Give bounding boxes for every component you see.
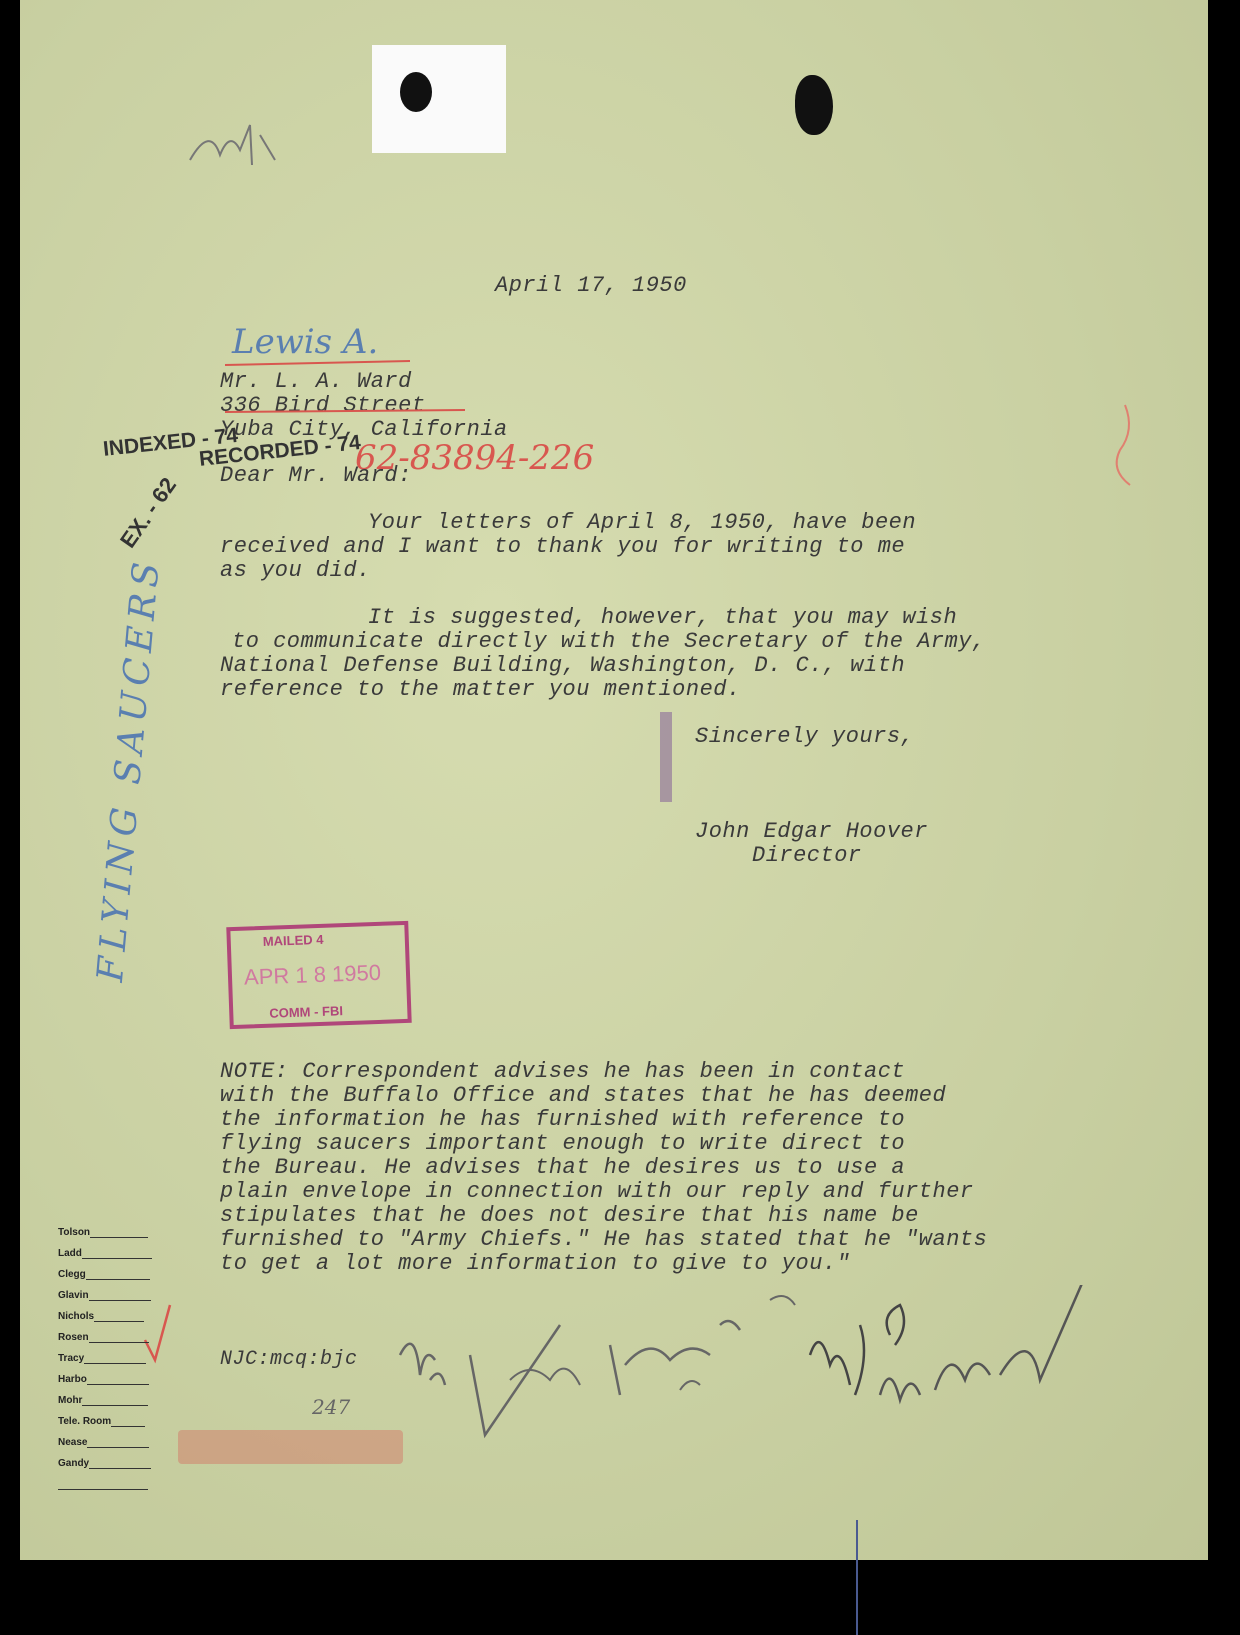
purple-mark	[660, 712, 672, 802]
routing-row: Tolson	[58, 1227, 148, 1238]
recorded-stamp: RECORDED - 74	[198, 431, 362, 471]
routing-row: Tele. Room	[58, 1416, 145, 1427]
routing-row: Gandy	[58, 1458, 151, 1469]
red-margin-mark	[1105, 400, 1145, 490]
note-line-2: with the Buffalo Office and states that he has deemed	[220, 1083, 947, 1108]
note-line-8: furnished to "Army Chiefs." He has stated that he "wants	[220, 1227, 988, 1252]
routing-row: Ladd	[58, 1248, 152, 1259]
edge-line	[856, 1520, 858, 1635]
closing: Sincerely yours,	[695, 724, 915, 749]
page-number: 247	[312, 1395, 351, 1419]
margin-note: FLYING SAUCERS	[90, 554, 169, 984]
routing-row: Nichols	[58, 1311, 144, 1322]
routing-row: Harbo	[58, 1374, 149, 1385]
punch-hole-right	[795, 75, 833, 135]
routing-row: Mohr	[58, 1395, 148, 1406]
handwritten-name: Lewis A.	[232, 322, 379, 362]
scribble-mark	[180, 115, 300, 175]
white-tab	[372, 45, 506, 153]
indexed-stamp: INDEXED - 74	[102, 423, 240, 461]
signer-title: Director	[752, 843, 862, 868]
note-line-1: NOTE: Correspondent advises he has been in contact	[220, 1059, 906, 1084]
ex-stamp: EX. - 62	[115, 472, 182, 553]
routing-row: Nease	[58, 1437, 149, 1448]
note-line-5: the Bureau. He advises that he desires us to use a	[220, 1155, 906, 1180]
address-line-3: Yuba City, California	[220, 417, 508, 442]
document-page	[20, 0, 1208, 1560]
signer-name: John Edgar Hoover	[695, 819, 928, 844]
routing-row: Tracy	[58, 1353, 146, 1364]
paragraph-2-line-2: to communicate directly with the Secretary of the Army,	[232, 629, 986, 654]
paragraph-2-line-4: reference to the matter you mentioned.	[220, 677, 741, 702]
paragraph-1-line-1: Your letters of April 8, 1950, have been	[368, 510, 917, 535]
routing-row: Glavin	[58, 1290, 151, 1301]
punch-hole-left	[400, 72, 432, 112]
address-line-2: 336 Bird Street	[220, 393, 426, 418]
note-line-4: flying saucers important enough to write direct to	[220, 1131, 906, 1156]
faded-stamp	[178, 1430, 403, 1464]
routing-row: Rosen	[58, 1332, 149, 1343]
paragraph-2-line-3: National Defense Building, Washington, D. C., with	[220, 653, 906, 678]
note-line-9: to get a lot more information to give to you."	[220, 1251, 851, 1276]
routing-row: Clegg	[58, 1269, 150, 1280]
address-line-1: Mr. L. A. Ward	[220, 369, 412, 394]
mailed-stamp	[226, 921, 411, 1029]
routing-row	[58, 1479, 148, 1490]
note-line-7: stipulates that he does not desire that his name be	[220, 1203, 919, 1228]
paragraph-2-line-1: It is suggested, however, that you may wish	[368, 605, 958, 630]
salutation: Dear Mr. Ward:	[220, 463, 412, 488]
typist-initials: NJC:mcq:bjc	[220, 1348, 358, 1371]
handwritten-scribbles	[390, 1285, 1110, 1455]
file-number: 62-83894-226	[355, 438, 595, 478]
note-line-6: plain envelope in connection with our reply and further	[220, 1179, 974, 1204]
letter-date: April 17, 1950	[495, 273, 687, 298]
note-line-3: the information he has furnished with reference to	[220, 1107, 906, 1132]
mailed-stamp-top: MAILED 4	[262, 931, 324, 949]
mailed-stamp-bottom: COMM - FBI	[269, 1003, 344, 1021]
paragraph-1-line-2: received and I want to thank you for writing to me	[220, 534, 906, 559]
paragraph-1-line-3: as you did.	[220, 558, 371, 583]
mailed-stamp-date: APR 1 8 1950	[243, 959, 382, 990]
